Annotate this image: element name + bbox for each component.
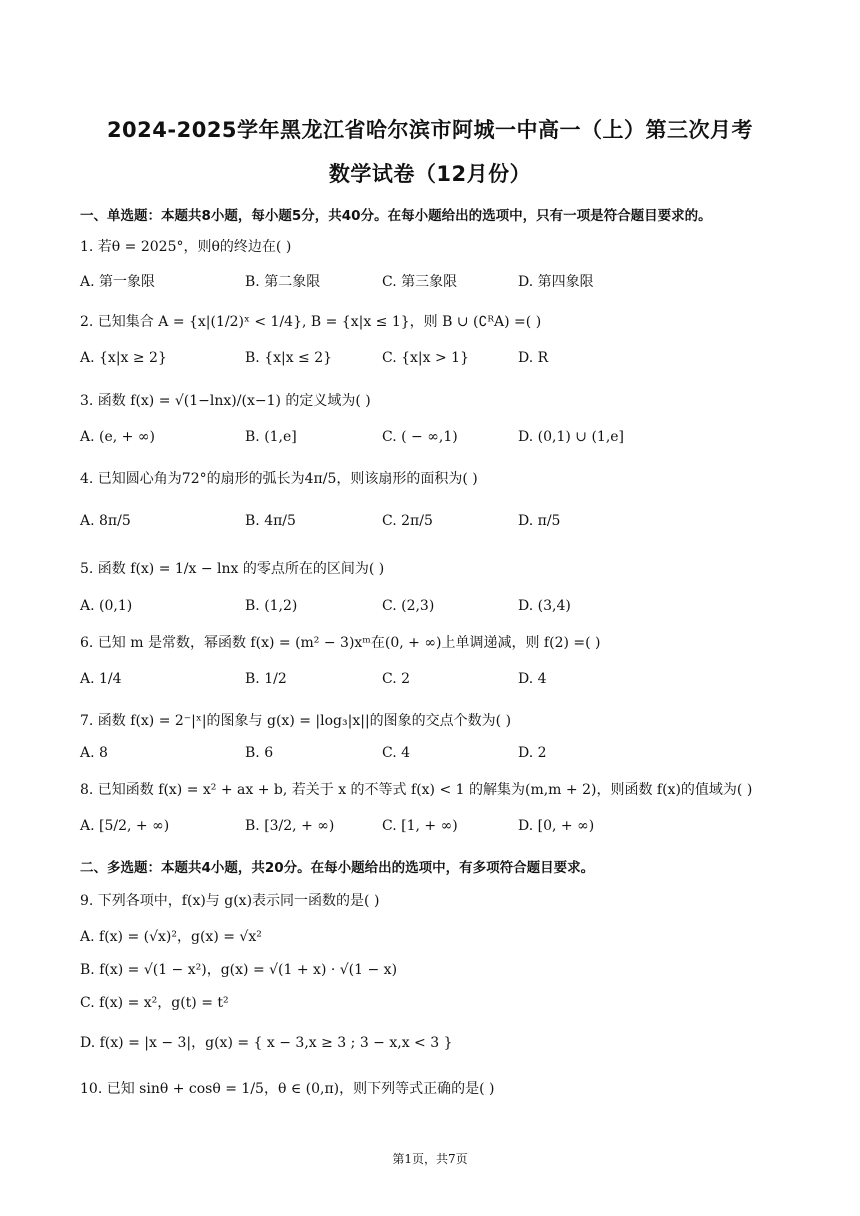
question-5: 5. 函数 f(x) = 1/x − lnx 的零点所在的区间为( ) [80, 561, 385, 577]
question-4-options [80, 513, 800, 537]
option-a: A. (e, + ∞) [80, 429, 155, 445]
question-1: 1. 若θ = 2025°，则θ的终边在( ) [80, 239, 292, 255]
question-1-options [80, 271, 800, 295]
option-c: C. (2,3) [382, 598, 435, 614]
exam-title-line1: 2024-2025学年黑龙江省哈尔滨市阿城一中高一（上）第三次月考 [106, 118, 754, 142]
option-b: B. 4π/5 [245, 513, 296, 529]
option-b: B. 1/2 [245, 671, 287, 687]
option-a: A. [5/2, + ∞) [80, 818, 170, 834]
question-9-option-b: B. f(x) = √(1 − x²)，g(x) = √(1 + x) · √(1 − x) [80, 962, 398, 978]
option-a: A. 1/4 [80, 671, 122, 687]
section-heading-multi-choice: 二、多选题：本题共4小题，共20分。在每小题给出的选项中，有多项符合题目要求。 [80, 860, 595, 876]
option-d: D. (0,1) ∪ (1,e] [518, 429, 625, 445]
option-d: D. π/5 [518, 513, 561, 529]
option-d: D. 2 [518, 745, 547, 761]
page-footer: 第1页，共7页 [392, 1152, 468, 1166]
question-2-options [80, 350, 800, 374]
option-c: C. ( − ∞,1) [382, 429, 458, 445]
option-b: B. 第二象限 [245, 274, 321, 290]
option-b: B. 6 [245, 745, 274, 761]
option-a: A. 8 [80, 745, 108, 761]
option-b: B. (1,e] [245, 429, 297, 445]
option-c: C. 4 [382, 745, 411, 761]
option-b: B. {x|x ≤ 2} [245, 350, 333, 366]
question-8-options [80, 818, 800, 842]
question-3: 3. 函数 f(x) = √(1−lnx)/(x−1) 的定义域为( ) [80, 393, 371, 409]
question-3-options [80, 429, 800, 453]
option-c: C. 2π/5 [382, 513, 433, 529]
question-5-options [80, 598, 800, 622]
exam-title-line2: 数学试卷（12月份） [328, 162, 532, 186]
section-heading-single-choice: 一、单选题：本题共8小题，每小题5分，共40分。在每小题给出的选项中，只有一项是符合题目要求的。 [80, 208, 712, 224]
question-10: 10. 已知 sinθ + cosθ = 1/5，θ ∈ (0,π)，则下列等式正确的是( ) [80, 1081, 495, 1097]
question-6: 6. 已知 m 是常数，幂函数 f(x) = (m² − 3)xᵐ在(0, + ∞)上单调递减，则 f(2) =( ) [80, 635, 601, 651]
option-d: D. [0, + ∞) [518, 818, 595, 834]
question-7: 7. 函数 f(x) = 2⁻|ˣ|的图象与 g(x) = |log₃|x||的图象的交点个数为( ) [80, 713, 512, 729]
option-d: D. R [518, 350, 549, 366]
question-8: 8. 已知函数 f(x) = x² + ax + b, 若关于 x 的不等式 f(x) < 1 的解集为(m,m + 2)，则函数 f(x)的值域为( ) [80, 782, 753, 798]
question-9-option-c: C. f(x) = x²，g(t) = t² [80, 995, 229, 1011]
option-d: D. 4 [518, 671, 547, 687]
option-c: C. {x|x > 1} [382, 350, 469, 366]
question-9-option-d: D. f(x) = |x − 3|，g(x) = { x − 3,x ≥ 3 ; 3 − x,x < 3 } [80, 1035, 453, 1051]
option-c: C. 2 [382, 671, 411, 687]
option-c: C. [1, + ∞) [382, 818, 458, 834]
question-4: 4. 已知圆心角为72°的扇形的弧长为4π/5，则该扇形的面积为( ) [80, 471, 478, 487]
question-9-option-a: A. f(x) = (√x)²，g(x) = √x² [80, 929, 262, 945]
option-d: D. (3,4) [518, 598, 571, 614]
option-d: D. 第四象限 [518, 274, 594, 290]
option-a: A. (0,1) [80, 598, 133, 614]
option-a: A. {x|x ≥ 2} [80, 350, 167, 366]
option-b: B. [3/2, + ∞) [245, 818, 335, 834]
question-9: 9. 下列各项中，f(x)与 g(x)表示同一函数的是( ) [80, 893, 380, 909]
question-7-options [80, 745, 800, 769]
option-b: B. (1,2) [245, 598, 298, 614]
question-2: 2. 已知集合 A = {x|(1/2)ˣ < 1/4}, B = {x|x ≤ 1}，则 B ∪ (∁ᴿA) =( ) [80, 314, 542, 330]
option-a: A. 8π/5 [80, 513, 131, 529]
question-6-options [80, 671, 800, 695]
option-c: C. 第三象限 [382, 274, 458, 290]
option-a: A. 第一象限 [80, 274, 156, 290]
